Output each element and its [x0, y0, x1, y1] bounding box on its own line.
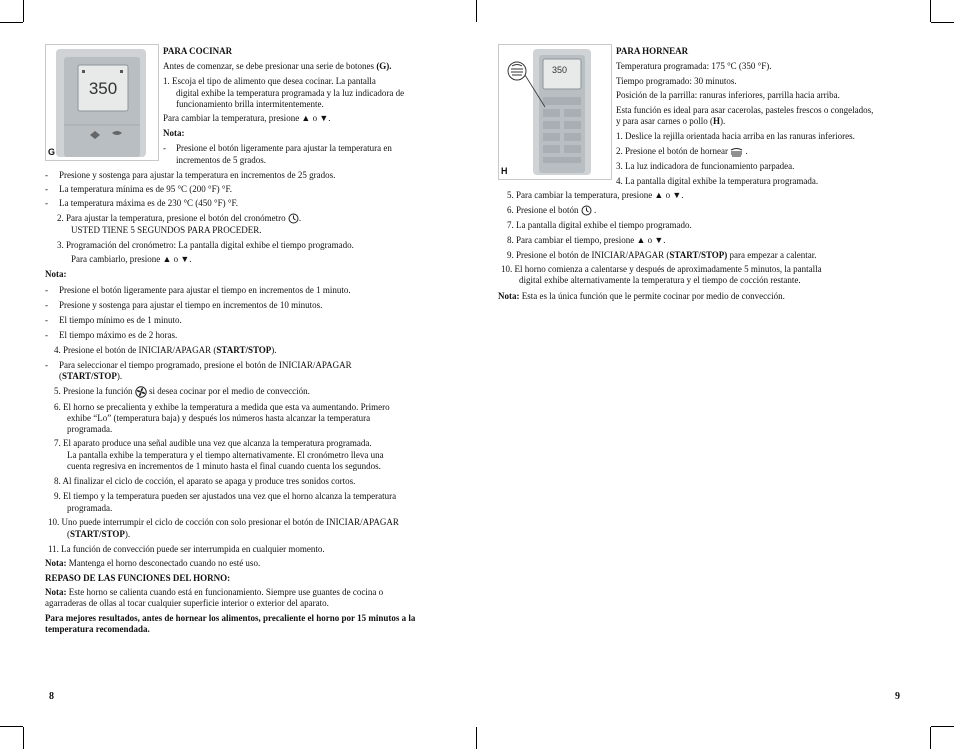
crop-mark [0, 22, 23, 23]
text-line: 8. Al finalizar el ciclo de cocción, el aparato se apaga y produce tres sonidos cortos. [54, 476, 356, 486]
text-line: Para seleccionar el tiempo programado, presione el botón de INICIAR/APAGAR [59, 360, 352, 370]
figure-label: H [501, 166, 508, 176]
text-line: Nota: Mantenga el horno desconectado cuando no esté uso. [45, 558, 261, 568]
oven-control-panel-illustration [499, 45, 611, 179]
text-line: Antes de comenzar, se debe presionar una serie de botones (G). [163, 61, 392, 71]
text-line: USTED TIENE 5 SEGUNDOS PARA PROCEDER. [71, 225, 262, 235]
text-line: cuenta regresiva en incrementos de 1 minuto hasta el final cuando cuenta los segundos. [67, 461, 381, 471]
text-line: programada. [67, 424, 113, 434]
text-line: 9. El tiempo y la temperatura pueden ser ajustados una vez que el horno alcanza la temperatura [54, 491, 397, 501]
page-number: 8 [49, 691, 54, 702]
bake-icon [730, 147, 743, 157]
text-line: Esta función es ideal para asar cacerolas, pasteles frescos o congelados, [616, 105, 874, 115]
text-line: 5. Para cambiar la temperatura, presione ▲ o ▼. [507, 190, 684, 200]
text-line: 4. Presione el botón de INICIAR/APAGAR (START/STOP). [54, 345, 277, 355]
text-line: Presione el botón ligeramente para ajustar el tiempo en incrementos de 1 minuto. [59, 285, 351, 295]
crop-mark [930, 727, 931, 749]
text-line: - [163, 143, 166, 153]
text-line: Para cambiar la temperatura, presione ▲ o ▼. [163, 113, 331, 123]
crop-mark [930, 0, 931, 22]
text-line: digital exhibe la temperatura programada y la luz indicadora de [176, 88, 405, 98]
convection-fan-icon [135, 386, 147, 398]
section-heading: PARA HORNEAR [616, 46, 689, 56]
display-readout: 350 [88, 79, 118, 98]
crop-mark [0, 726, 23, 727]
section-heading: PARA COCINAR [163, 46, 233, 56]
center-fold-mark [476, 727, 477, 749]
text-line: El tiempo máximo es de 2 horas. [59, 330, 178, 340]
page-number: 9 [895, 691, 900, 702]
text-line: 1. Deslice la rejilla orientada hacia arriba en las ranuras inferiores. [616, 131, 855, 141]
text-line: - [45, 285, 48, 295]
text-line: 8. Para cambiar el tiempo, presione ▲ o ▼. [507, 235, 666, 245]
oven-control-panel-illustration [46, 45, 158, 160]
text-line: El tiempo mínimo es de 1 minuto. [59, 315, 182, 325]
display-readout: 350 [552, 65, 568, 75]
text-line: La temperatura mínima es de 95 °C (200 °F) °F. [59, 184, 233, 194]
text-line: La pantalla exhibe la temperatura y el tiempo alternativamente. El cronómetro lleva una [67, 450, 384, 460]
note-label: Nota: [45, 269, 67, 279]
text-line: exhibe “Lo” (temperatura baja) y después los números hasta alcanzar la temperatura [67, 413, 371, 423]
text-line: Tiempo programado: 30 minutos. [616, 76, 737, 86]
text-line: Presione el botón ligeramente para ajustar la temperatura en [176, 143, 392, 153]
text-line: Presione y sostenga para ajustar el tiempo en incrementos de 10 minutos. [59, 300, 323, 310]
figure-label: G [48, 147, 56, 157]
timer-icon [288, 213, 299, 224]
text-line: 4. La pantalla digital exhibe la temperatura programada. [616, 176, 819, 186]
text-line: Nota: Esta es la única función que le permite cocinar por medio de convección. [498, 291, 785, 301]
section-heading: REPASO DE LAS FUNCIONES DEL HORNO: [45, 573, 231, 583]
text-line: Para cambiarlo, presione ▲ o ▼. [71, 254, 192, 264]
text-line: 11. La función de convección puede ser interrumpida en cualquier momento. [48, 544, 325, 554]
crop-mark [23, 0, 24, 22]
text-line: - [45, 360, 48, 370]
text-line: 9. Presione el botón de INICIAR/APAGAR (START/STOP) para empezar a calentar. [507, 250, 817, 260]
text-line: 7. La pantalla digital exhibe el tiempo programado. [507, 220, 692, 230]
text-line: 10. El horno comienza a calentarse y después de aproximadamente 5 minutos, la pantalla [501, 264, 822, 274]
text-line: - [45, 330, 48, 340]
figure-h [498, 44, 612, 180]
text-line: - [45, 315, 48, 325]
text-line: agarraderas de ollas al tocar cualquier superficie interior o exterior del aparato. [45, 598, 329, 608]
crop-mark [23, 727, 24, 749]
text-line: programada. [67, 503, 113, 513]
text-line: temperatura recomendada. [45, 624, 150, 634]
text-line: (START/STOP). [59, 371, 123, 381]
timer-icon [581, 205, 592, 216]
text-line: La temperatura máxima es de 230 °C (450 °F) °F. [59, 198, 239, 208]
note-label: Nota: [163, 128, 185, 138]
text-line: 6. El horno se precalienta y exhibe la temperatura a medida que esta va aumentando. Primero [54, 402, 390, 412]
text-line: Nota: Este horno se calienta cuando está en funcionamiento. Siempre use guantes de cocina o [45, 587, 384, 597]
text-line: 1. Escoja el tipo de alimento que desea cocinar. La pantalla [163, 76, 376, 86]
text-line: 3. Programación del cronómetro: La pantalla digital exhibe el tiempo programado. [57, 240, 354, 250]
text-line: y para asar carnes o pollo (H). [616, 116, 726, 126]
text-line: Presione y sostenga para ajustar la temperatura en incrementos de 25 grados. [59, 170, 336, 180]
crop-mark [931, 22, 954, 23]
text-line: 6. Presione el botón . [507, 205, 597, 215]
text-line: 2. Para ajustar la temperatura, presione el botón del cronómetro . [57, 213, 302, 223]
text-line: incrementos de 5 grados. [176, 155, 266, 165]
text-line: Posición de la parrilla: ranuras inferiores, parrilla hacia arriba. [616, 90, 840, 100]
text-line: 10. Uno puede interrumpir el ciclo de cocción con solo presionar el botón de INICIAR/APAGAR [48, 517, 399, 527]
text-line: - [45, 184, 48, 194]
text-line: Temperatura programada: 175 °C (350 °F). [616, 61, 772, 71]
figure-g [45, 44, 159, 161]
text-line: Para mejores resultados, antes de hornear los alimentos, precaliente el horno por 15 minutos a la [45, 613, 416, 623]
text-line: funcionamiento brilla intermitentemente. [176, 99, 324, 109]
text-line: 3. La luz indicadora de funcionamiento parpadea. [616, 161, 795, 171]
text-line: 2. Presione el botón de hornear . [616, 146, 748, 156]
center-fold-mark [476, 0, 477, 22]
text-line: 7. El aparato produce una señal audible una vez que alcanza la temperatura programada. [54, 438, 372, 448]
crop-mark [931, 726, 954, 727]
text-line: - [45, 198, 48, 208]
text-line: 5. Presione la función si desea cocinar por el medio de convección. [54, 386, 310, 397]
text-line: - [45, 300, 48, 310]
text-line: digital exhibe alternativamente la temperatura y el tiempo de cocción restante. [519, 275, 801, 285]
text-line: (START/STOP). [67, 529, 131, 539]
text-line: - [45, 170, 48, 180]
